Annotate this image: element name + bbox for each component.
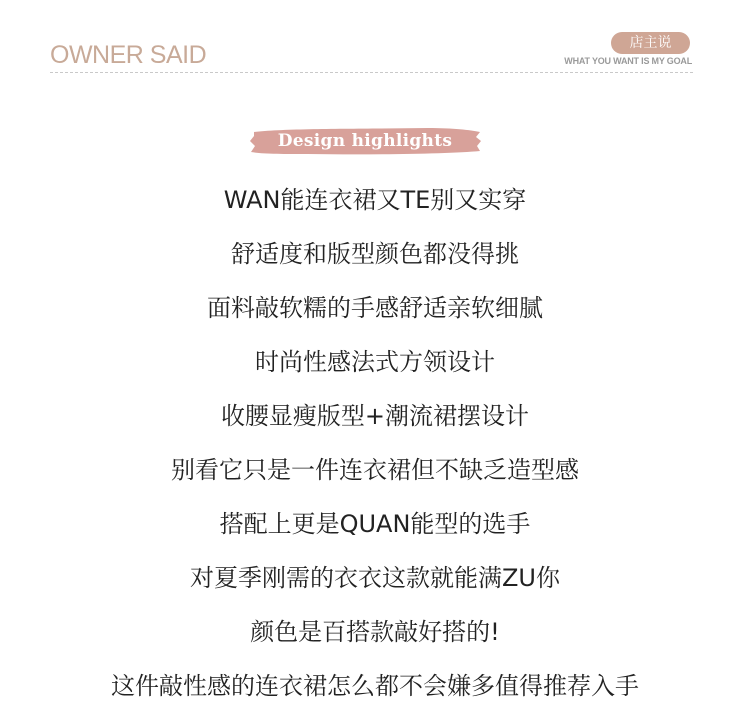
highlight-line: 时尚性感法式方领设计: [255, 348, 495, 376]
highlight-line: 颜色是百搭款敲好搭的!: [250, 618, 500, 646]
owner-said-title: OWNER SAID: [50, 41, 207, 69]
highlight-lines: [0, 177, 750, 717]
highlight-line: WAN能连衣裙又TE别又实穿: [223, 186, 527, 214]
owner-badge: 店主说: [611, 32, 690, 54]
highlight-line: 收腰显瘦版型+潮流裙摆设计: [220, 402, 530, 430]
highlight-line: 这件敲性感的连衣裙怎么都不会嫌多值得推荐入手: [111, 672, 639, 700]
highlight-line: 别看它只是一件连衣裙但不缺乏造型感: [171, 456, 579, 484]
highlight-line: 搭配上更是QUAN能型的选手: [219, 510, 531, 538]
header: [0, 0, 750, 90]
highlight-line: 对夏季刚需的衣衣这款就能满ZU你: [189, 564, 560, 592]
highlight-line: 面料敲软糯的手感舒适亲软细腻: [207, 294, 543, 322]
tagline: WHAT YOU WANT IS MY GOAL: [564, 56, 692, 66]
highlight-line: 舒适度和版型颜色都没得挑: [231, 240, 519, 268]
design-highlights-label: Design highlights: [277, 131, 453, 151]
divider: [50, 72, 693, 73]
design-highlights-banner: [248, 126, 482, 156]
